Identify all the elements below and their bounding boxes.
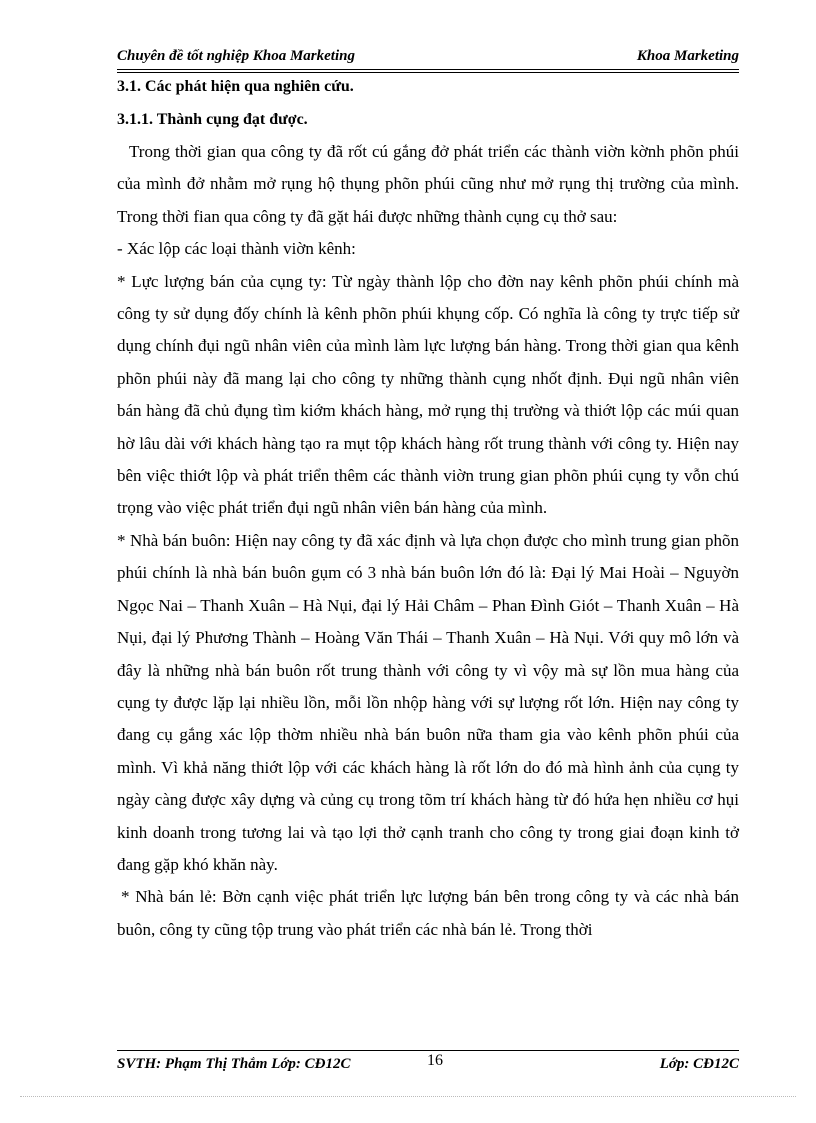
header-rule-2 — [117, 72, 739, 73]
paragraph-retailers: * Nhà bán lẻ: Bờn cạnh việc phát triển lực lượng bán bên trong công ty và các nhà bán buôn, công ty cũng tộp trung vào phát triển các nhà bán lẻ. Trong thời — [117, 887, 739, 939]
body-text — [117, 136, 739, 946]
paragraph-intro: Trong thời gian qua công ty đã rốt cú gắng đở phát triển các thành viờn kờnh phõn phúi của mình đở nhằm mở rụng hộ thụng phõn phúi cũng như mở rụng thị trường của mình. Trong thời fian qua công ty đã gặt hái được những thành cụng cụ thở sau: — [117, 142, 739, 226]
header-title: Chuyên đề tốt nghiệp Khoa Marketing — [117, 48, 355, 64]
page-bottom-divider — [20, 1096, 796, 1097]
footer-student: SVTH: Phạm Thị Thắm Lớp: CĐ12C — [117, 1056, 351, 1072]
footer-class: Lớp: CĐ12C — [659, 1056, 739, 1072]
footer-rule — [117, 1050, 739, 1051]
paragraph-wholesalers: * Nhà bán buôn: Hiện nay công ty đã xác định và lựa chọn được cho mình trung gian phõn phúi chính là nhà bán buôn gụm có 3 nhà bán buôn lớn đó là: Đại lý Mai Hoài – Nguyờn Ngọc Nai – Thanh Xuân – Hà Nụi, đại lý Hải Châm – Phan Đình Giót – Thanh Xuân – Hà Nụi, đại lý Phương Thành – Hoàng Văn Thái – Thanh Xuân – Hà Nụi. Với quy mô lớn và đây là những nhà bán buôn rốt trung thành với công ty vì vộy mà sự lồn mua hàng của cụng ty được lặp lại nhiều lồn, mỗi lồn nhộp hàng với sự lượng rốt lớn. Hiện nay công ty đang cụ gắng xác lộp thờm nhiều nhà bán buôn nữa tham gia vào kênh phõn phúi của mình. Vì khả năng thiớt lộp với các khách hàng là rốt lớn do đó mà hình ảnh của cụng ty ngày càng được xây dựng và củng cụ trong tõm trí khách hàng từ đó hứa hẹn nhiều cơ hụi kinh doanh trong tương lai và tạo lợi thở cạnh tranh cho công ty trong giai đoạn kinh tở đang gặp khó khăn này. — [117, 530, 739, 874]
page-header — [117, 48, 739, 68]
section-title: 3.1. Các phát hiện qua nghiên cứu. — [117, 78, 354, 95]
header-department: Khoa Marketing — [636, 48, 739, 64]
page-footer — [117, 1052, 739, 1076]
subsection-title: 3.1.1. Thành cụng đạt được. — [117, 111, 308, 128]
paragraph-list-heading: - Xác lộp các loại thành viờn kênh: — [117, 239, 356, 259]
header-rule — [117, 69, 739, 70]
paragraph-sales-force: * Lực lượng bán của cụng ty: Từ ngày thành lộp cho đờn nay kênh phõn phúi chính mà công ty sử dụng đốy chính là kênh phõn phúi khụng cốp. Có nghĩa là công ty trực tiếp sử dụng chính đụi ngũ nhân viên của mình làm lực lượng bán hàng. Trong thời gian qua kênh phõn phúi này đã mang lại cho công ty những thành cụng nhốt định. Đụi ngũ nhân viên bán hàng đã chủ đụng tìm kiớm khách hàng, mở rụng thị trường và thiớt lộp các múi quan hờ lâu dài với khách hàng tạo ra mụt tộp khách hàng rốt trung thành với công ty. Hiện nay bên việc thiớt lộp và phát triển thêm các thành viờn trung gian phõn phúi cụng ty vỗn chú trọng vào việc phát triển đụi ngũ nhân viên bán hàng của mình. — [117, 271, 739, 518]
page-number: 16 — [427, 1052, 443, 1069]
